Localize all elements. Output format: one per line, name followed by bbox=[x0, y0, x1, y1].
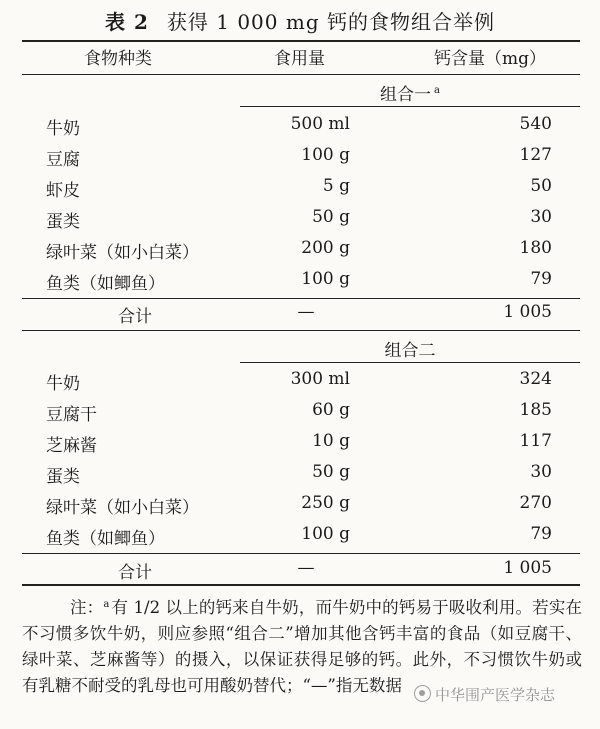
bottom-rule bbox=[22, 584, 580, 586]
header-food: 食物种类 bbox=[84, 49, 152, 69]
amount-cell: 50 g bbox=[312, 462, 350, 482]
amount-cell: 500 ml bbox=[290, 114, 350, 134]
amount-cell: 250 g bbox=[301, 493, 350, 513]
group1-marker: a bbox=[434, 85, 440, 96]
amount-cell: 5 g bbox=[322, 176, 350, 196]
food-cell: 蛋类 bbox=[46, 467, 80, 487]
calcium-cell: 324 bbox=[519, 369, 552, 389]
food-cell: 鱼类（如鲫鱼） bbox=[46, 529, 165, 549]
total-calcium: 1 005 bbox=[503, 558, 552, 578]
calcium-cell: 185 bbox=[519, 400, 552, 420]
group2-label: 组合二 bbox=[384, 341, 436, 361]
table-number: 表 2 bbox=[105, 10, 149, 34]
food-cell: 绿叶菜（如小白菜） bbox=[46, 243, 199, 263]
note-text: 有 1/2 以上的钙来自牛奶，而牛奶中的钙易于吸收利用。若实在不习惯多饮牛奶，则应参照“组合二”增加其他含钙丰富的食品（如豆腐干、绿叶菜、芝麻酱等）的摄入，以保证获得足够的钙。此外，不习惯饮牛奶或有乳糖不耐受的乳母也可用酸奶替代；“—”指无数据 bbox=[22, 598, 583, 695]
table-row bbox=[22, 269, 580, 299]
table-row bbox=[22, 176, 580, 206]
amount-cell: 100 g bbox=[301, 145, 350, 165]
header-calcium: 钙含量（mg） bbox=[434, 49, 547, 69]
table-row bbox=[22, 431, 580, 461]
calcium-cell: 117 bbox=[519, 431, 552, 451]
table-caption: 获得 1 000 mg 钙的食物组合举例 bbox=[166, 10, 495, 34]
table-row bbox=[22, 524, 580, 554]
note-marker: a bbox=[103, 599, 110, 610]
header-rule bbox=[22, 74, 580, 75]
food-cell: 芝麻酱 bbox=[46, 436, 97, 456]
group2-rule bbox=[240, 362, 580, 363]
food-cell: 虾皮 bbox=[46, 181, 80, 201]
calcium-cell: 540 bbox=[519, 114, 552, 134]
group1-label-text: 组合一 bbox=[380, 85, 432, 105]
calcium-cell: 30 bbox=[530, 207, 552, 227]
table-title bbox=[0, 6, 600, 35]
food-cell: 绿叶菜（如小白菜） bbox=[46, 498, 199, 518]
watermark bbox=[414, 684, 555, 705]
wechat-icon bbox=[414, 685, 431, 702]
calcium-cell: 79 bbox=[530, 524, 552, 544]
food-cell: 豆腐 bbox=[46, 150, 80, 170]
amount-cell: 50 g bbox=[312, 207, 350, 227]
calcium-cell: 127 bbox=[519, 145, 552, 165]
amount-cell: 100 g bbox=[301, 269, 350, 289]
total-amount: — bbox=[297, 302, 315, 322]
calcium-cell: 30 bbox=[530, 462, 552, 482]
food-cell: 鱼类（如鲫鱼） bbox=[46, 274, 165, 294]
group1-total-row bbox=[22, 302, 580, 332]
table-row bbox=[22, 145, 580, 175]
table-row bbox=[22, 493, 580, 523]
table-footnote bbox=[22, 592, 582, 699]
watermark-text: 中华围产医学杂志 bbox=[435, 686, 556, 704]
group1-label bbox=[240, 80, 580, 105]
table-row bbox=[22, 462, 580, 492]
calcium-cell: 50 bbox=[530, 176, 552, 196]
amount-cell: 300 ml bbox=[290, 369, 350, 389]
amount-cell: 60 g bbox=[312, 400, 350, 420]
table-row bbox=[22, 114, 580, 144]
total-label: 合计 bbox=[118, 307, 152, 327]
table-row bbox=[22, 369, 580, 399]
table-row bbox=[22, 400, 580, 430]
note-prefix: 注： bbox=[70, 598, 104, 617]
total-amount: — bbox=[297, 558, 315, 578]
food-cell: 蛋类 bbox=[46, 212, 80, 232]
group2-total-rule bbox=[22, 553, 580, 554]
calcium-cell: 180 bbox=[519, 238, 552, 258]
total-label: 合计 bbox=[118, 563, 152, 583]
top-rule bbox=[22, 40, 580, 42]
calcium-cell: 79 bbox=[530, 269, 552, 289]
table-row bbox=[22, 207, 580, 237]
group1-end-rule bbox=[22, 330, 580, 331]
total-calcium: 1 005 bbox=[503, 302, 552, 322]
group1-total-rule bbox=[22, 298, 580, 299]
calcium-cell: 270 bbox=[519, 493, 552, 513]
table-row bbox=[22, 238, 580, 268]
food-cell: 豆腐干 bbox=[46, 405, 97, 425]
amount-cell: 100 g bbox=[301, 524, 350, 544]
group1-rule bbox=[240, 106, 580, 107]
header-amount: 食用量 bbox=[274, 49, 325, 69]
amount-cell: 10 g bbox=[312, 431, 350, 451]
food-cell: 牛奶 bbox=[46, 119, 80, 139]
food-cell: 牛奶 bbox=[46, 374, 80, 394]
amount-cell: 200 g bbox=[301, 238, 350, 258]
